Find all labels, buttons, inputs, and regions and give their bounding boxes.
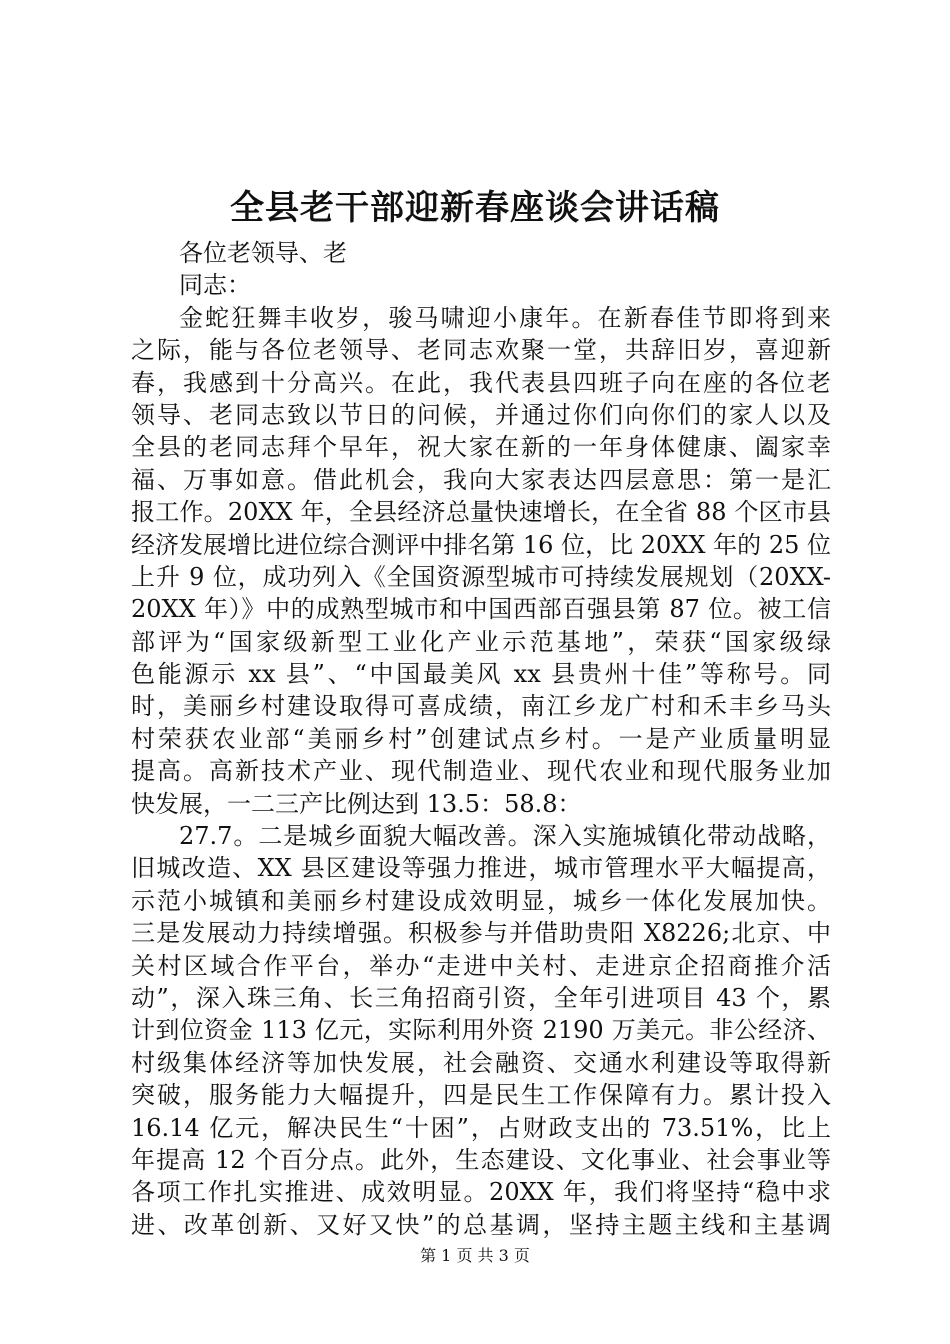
- text-line: 色能源示 xx 县”、“中国最美风 xx 县贵州十佳”等称号。同: [131, 660, 831, 689]
- text-line: 27.7。二是城乡面貌大幅改善。深入实施城镇化带动战略，: [179, 822, 831, 851]
- text-line: 提高。高新技术产业、现代制造业、现代农业和现代服务业加: [131, 757, 831, 786]
- document-title: 全县老干部迎新春座谈会讲话稿: [230, 188, 720, 228]
- text-line: 快发展，一二三产比例达到 13.5：58.8：: [131, 789, 582, 818]
- text-line: 福、万事如意。借此机会，我向大家表达四层意思：第一是汇: [131, 465, 831, 494]
- text-line: 突破，服务能力大幅提升，四是民生工作保障有力。累计投入: [131, 1081, 831, 1110]
- text-line: 同志：: [179, 271, 251, 300]
- text-line: 三是发展动力持续增强。积极参与并借助贵阳 X8226;北京、中: [131, 919, 831, 948]
- text-line: 全县的老同志拜个早年，祝大家在新的一年身体健康、阖家幸: [131, 433, 831, 462]
- text-line: 动”，深入珠三角、长三角招商引资，全年引进项目 43 个，累: [131, 983, 831, 1012]
- text-line: 村荣获农业部“美丽乡村”创建试点乡村。一是产业质量明显: [131, 724, 831, 753]
- text-line: 示范小城镇和美丽乡村建设成效明显，城乡一体化发展加快。: [131, 886, 831, 915]
- text-line: 计到位资金 113 亿元，实际利用外资 2190 万美元。非公经济、: [131, 1016, 831, 1045]
- text-line: 年提高 12 个百分点。此外，生态建设、文化事业、社会事业等: [131, 1145, 831, 1174]
- text-line: 领导、老同志致以节日的问候，并通过你们向你们的家人以及: [131, 400, 831, 429]
- text-line: 旧城改造、XX 县区建设等强力推进，城市管理水平大幅提高，: [131, 854, 831, 883]
- text-line: 进、改革创新、又好又快”的总基调，坚持主题主线和主基调: [131, 1210, 831, 1239]
- text-line: 上升 9 位，成功列入《全国资源型城市可持续发展规划（20XX-: [131, 562, 831, 591]
- text-line: 关村区域合作平台，举办“走进中关村、走进京企招商推介活: [131, 951, 831, 980]
- text-line: 各位老领导、老: [179, 239, 347, 267]
- text-line: 之际，能与各位老领导、老同志欢聚一堂，共辞旧岁，喜迎新: [131, 336, 831, 365]
- text-line: 经济发展增比进位综合测评中排名第 16 位，比 20XX 年的 25 位: [131, 530, 831, 559]
- page-footer: 第 1 页 共 3 页: [420, 1246, 530, 1265]
- text-line: 20XX 年）》中的成熟型城市和中国西部百强县第 87 位。被工信: [131, 595, 831, 624]
- text-line: 部评为“国家级新型工业化产业示范基地”，荣获“国家级绿: [131, 627, 831, 656]
- text-line: 时，美丽乡村建设取得可喜成绩，南江乡龙广村和禾丰乡马头: [131, 692, 831, 721]
- document-body: [131, 237, 831, 1241]
- text-line: 各项工作扎实推进、成效明显。20XX 年，我们将坚持“稳中求: [131, 1178, 831, 1207]
- text-line: 春，我感到十分高兴。在此，我代表县四班子向在座的各位老: [131, 368, 831, 397]
- text-line: 村级集体经济等加快发展，社会融资、交通水利建设等取得新: [131, 1048, 831, 1077]
- text-line: 金蛇狂舞丰收岁，骏马啸迎小康年。在新春佳节即将到来: [179, 303, 831, 332]
- text-line: 报工作。20XX 年，全县经济总量快速增长，在全省 88 个区市县: [131, 498, 831, 527]
- text-line: 16.14 亿元，解决民生“十困”，占财政支出的 73.51%，比上: [131, 1113, 831, 1142]
